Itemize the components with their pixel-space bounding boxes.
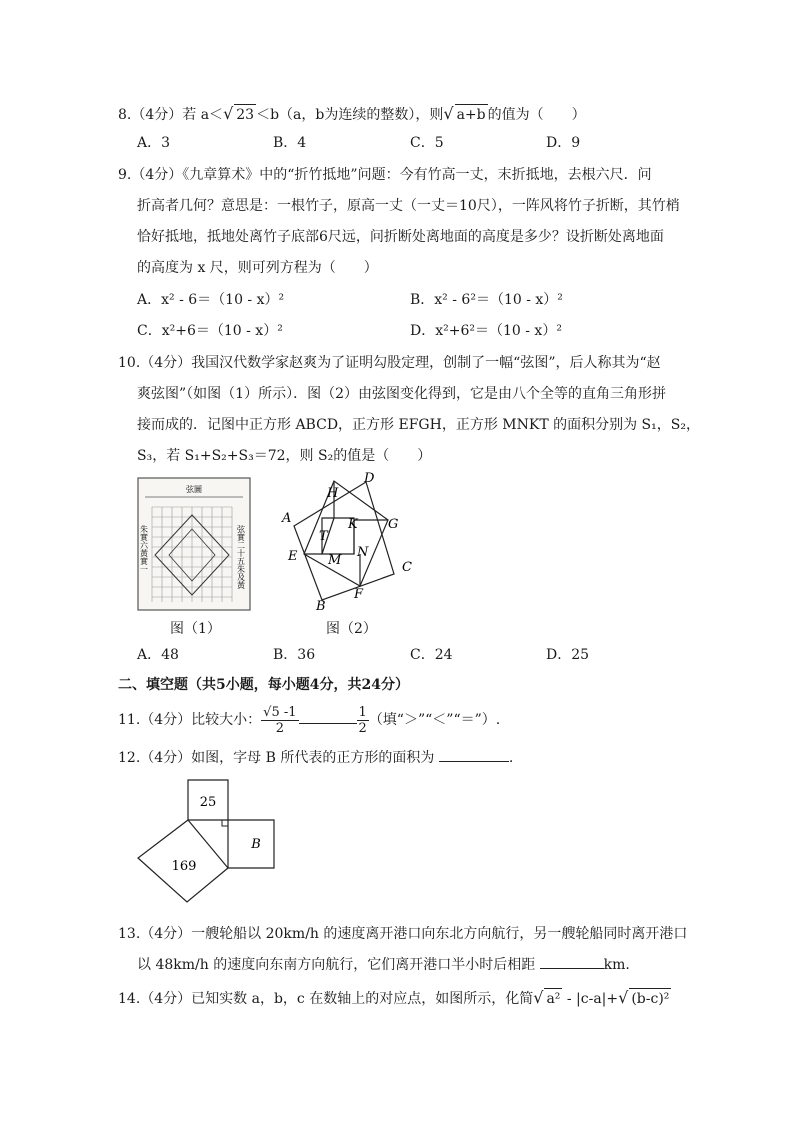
q9-option-c[interactable]: C．x²+6＝（10 - x）² [137, 323, 283, 339]
sqrt-b-minus-c-squared: (b-c)² [629, 988, 671, 1009]
q10-option-a[interactable]: A．48 [137, 647, 179, 663]
q9-option-b[interactable]: B．x² - 6²＝（10 - x）² [410, 292, 563, 308]
label-c: C [402, 560, 412, 575]
question-10-line-3: 接而成的．记图中正方形 ABCD，正方形 EFGH，正方形 MNKT 的面积分别为 S₁，S₂， [137, 417, 700, 433]
label-n: N [357, 545, 369, 560]
figure-1-caption: 图（1） [170, 621, 221, 637]
question-9-line-2: 折高者几何？意思是：一根竹子，原高一丈（一丈＝10尺），一阵风将竹子折断，其竹梢 [137, 198, 680, 214]
q9-option-d[interactable]: D．x²+6²＝（10 - x）² [410, 323, 562, 339]
label-d: D [364, 471, 375, 486]
section-2-heading: 二、填空题（共5小题，每小题4分，共24分） [118, 677, 409, 693]
figure-1-right-text: 弦實二十五朱及黃 [236, 525, 246, 589]
sqrt-a-plus-b: a+b [455, 104, 488, 125]
figure-squares [134, 776, 284, 906]
q8-option-c[interactable]: C．5 [410, 135, 444, 151]
sqrt-23: 23 [234, 104, 256, 125]
figure-1-title: 弦圖 [186, 485, 202, 494]
q13-answer-blank[interactable] [540, 968, 604, 969]
label-b: B [316, 599, 326, 614]
question-10-line-2: 爽弦图”（如图（1）所示）．图（2）由弦图变化得到，它是由八个全等的直角三角形拼 [137, 386, 666, 402]
question-14: 14.（4分）已知实数 a，b，c 在数轴上的对应点，如图所示，化简√ a² - |c-a|+√ (b-c)² [118, 988, 670, 1007]
figure-1-left-text: 朱實六黃實一 [139, 525, 149, 573]
question-9-line-4: 的高度为 x 尺，则可列方程为（ ） [137, 260, 378, 276]
label-g: G [388, 517, 399, 532]
fraction-1-over-2: $\frac{1}{2}$ [358, 704, 367, 736]
label-t: T [319, 529, 328, 544]
figure-xian-tu [137, 477, 251, 611]
question-10-line-1: 10.（4分）我国汉代数学家赵爽为了证明勾股定理，创制了一幅“弦图”，后人称其为“赵 [118, 355, 661, 371]
question-13-line-1: 13.（4分）一艘轮船以 20km/h 的速度离开港口向东北方向航行，另一艘轮船同时离开港口 [118, 926, 688, 942]
figure-2-diagram [272, 470, 422, 615]
fraction-sqrt5-minus-1-over-2: $\frac{√5 -1}{2}$ [263, 704, 297, 736]
square-25-label: 25 [199, 795, 217, 810]
figure-2-caption: 图（2） [326, 621, 377, 637]
q10-option-c[interactable]: C．24 [410, 647, 453, 663]
q10-option-d[interactable]: D．25 [546, 647, 590, 663]
q8-option-a[interactable]: A．3 [137, 135, 171, 151]
question-9-line-3: 恰好抵地，抵地处离竹子底部6尺远，问折断处离地面的高度是多少？设折断处离地面 [137, 229, 664, 245]
square-b-label: B [251, 837, 261, 852]
sqrt-a-squared: a² [544, 988, 562, 1009]
q12-answer-blank[interactable] [439, 761, 509, 762]
q10-option-b[interactable]: B．36 [273, 647, 316, 663]
label-a: A [282, 511, 292, 526]
question-13-line-2: 以 48km/h 的速度向东南方向航行，它们离开港口半小时后相距 km. [137, 957, 630, 973]
question-9-line-1: 9.（4分）《九章算术》中的“折竹抵地”问题：今有竹高一丈，末折抵地，去根六尺．问 [118, 167, 652, 183]
q9-option-a[interactable]: A．x² - 6＝（10 - x）² [137, 292, 285, 308]
q11-answer-blank[interactable] [299, 723, 357, 724]
question-10-line-4: S₃，若 S₁+S₂+S₃＝72，则 S₂的值是（ ） [137, 448, 432, 464]
label-m: M [328, 553, 342, 568]
label-e: E [288, 549, 298, 564]
label-k: K [348, 517, 358, 532]
question-12: 12.（4分）如图，字母 B 所代表的正方形的面积为 . [118, 750, 514, 766]
label-h: H [327, 486, 339, 501]
label-f: F [354, 587, 364, 602]
question-8: 8.（4分）若 a＜√ 23 ＜b（a，b为连续的整数），则√ a+b 的值为（ ） [118, 104, 586, 123]
q8-option-b[interactable]: B．4 [273, 135, 307, 151]
q8-option-d[interactable]: D．9 [546, 135, 581, 151]
square-169-label: 169 [171, 859, 197, 874]
question-11: 11.（4分）比较大小： $\frac{√5 -1}{2}$ $\frac{1}{2}$ （填“＞”“＜”“＝”）. [118, 704, 501, 736]
